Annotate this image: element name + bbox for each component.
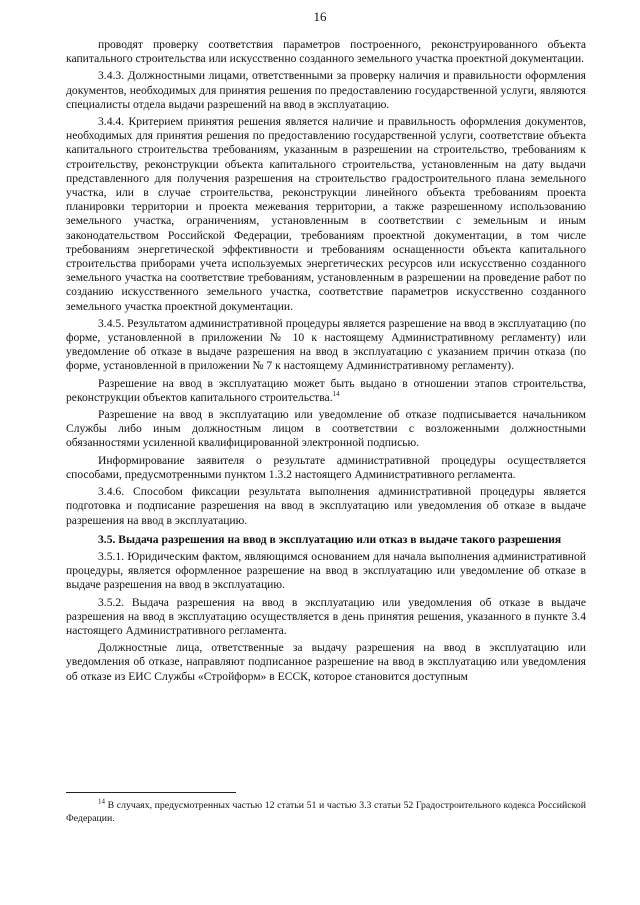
footnote-marker: 14 [98, 797, 105, 806]
page-number: 16 [313, 9, 327, 24]
paragraph-officials: Должностные лица, ответственные за выдачу разрешения на ввод в эксплуатацию или уведомления об отказе, направляют подписанное разрешение на ввод в эксплуатацию или уведомления об отказе из ЕИС Службы «Стройформ» в ЕССК, которое становится доступным [66, 641, 586, 683]
footnote-divider [66, 792, 236, 793]
paragraph-3-5-1: 3.5.1. Юридическим фактом, являющимся основанием для начала выполнения административной процедуры, является оформленное разрешение на ввод в эксплуатацию или уведомление об отказе в выдаче разрешения на ввод в эксплуатацию. [66, 549, 586, 592]
paragraph-stages: Разрешение на ввод в эксплуатацию может быть выдано в отношении этапов строительства, реконструкции объектов капитального строительства.$^{14}$ [66, 376, 586, 404]
paragraph-3-4-3: 3.4.3. Должностными лицами, ответственными за проверку наличия и правильности оформления документов, необходимых для принятия решения по предоставлению государственной услуги, являются специалисты отдела выдачи разрешений на ввод в эксплуатацию. [66, 69, 586, 111]
paragraph-3-5-2: 3.5.2. Выдача разрешения на ввод в эксплуатацию или уведомления об отказе в выдаче разрешения на ввод в эксплуатацию осуществляется в день принятия решения, указанного в пункте 3.4 настоящего Административного регламента. [66, 595, 586, 637]
paragraph-3-4-4: 3.4.4. Критерием принятия решения является наличие и правильность оформления документов, необходимых для принятия решения по предоставлению государственной услуги, соответствие объекта капитального строительства требованиям, указанным в разрешении на строительство, требованиям к строительству, реконструкции объекта капитального строительства, установленным на дату выдачи представленного для получения разрешения на строительство градостроительного плана земельного участка, или в случае строительства, реконструкции линейного объекта требованиям проекта планировки территории и проекта межевания территории, а также разрешенному использованию земельного участка, ограничениям, установленным в соответствии с земельным и иным законодательством Российской Федерации, требованиям проектной документации, в том числе требованиям энергетической эффективности и требованиям оснащенности объекта капитального строительства приборами учета используемых энергетических ресурсов или искусственно созданного земельного участка на соответствие требованиям, установленным в разрешении на проведение работ по созданию искусственного земельного участка, соответствие параметров искусственно созданного земельного участка проектной документации. [66, 115, 586, 313]
document-body [66, 38, 586, 687]
paragraph-signature: Разрешение на ввод в эксплуатацию или уведомление об отказе подписывается начальником Службы либо иным должностным лицом в соответствии с возложенными должностными обязанностями усиленной квалифицированной электронной подписью. [66, 408, 586, 450]
section-heading-3-5: 3.5. Выдача разрешения на ввод в эксплуатацию или отказ в выдаче такого разрешения [98, 532, 562, 546]
paragraph-3-4-5: 3.4.5. Результатом административной процедуры является разрешение на ввод в эксплуатацию (по форме, установленной в приложении № 10 к настоящему Административному регламенту) или уведомление об отказе в выдаче разрешения на ввод в эксплуатацию с указанием причин отказа (по форме, установленной в приложении № 7 к настоящему Административному регламенту). [66, 316, 586, 373]
footnote: $^{14}$ В случаях, предусмотренных частью 12 статьи 51 и частью 3.3 статьи 52 Градостроительного кодекса Российской Федерации. [66, 797, 586, 824]
paragraph-3-4-6: 3.4.6. Способом фиксации результата выполнения административной процедуры является подготовка и подписание разрешения на ввод в эксплуатацию или уведомления об отказе в выдаче разрешения на ввод в эксплуатацию. [66, 485, 586, 527]
footnote-ref: 14 [332, 390, 340, 399]
paragraph-informing: Информирование заявителя о результате административной процедуры осуществляется способами, предусмотренными пунктом 1.3.2 настоящего Административного регламента. [66, 453, 586, 481]
paragraph-1: проводят проверку соответствия параметров построенного, реконструированного объекта капитального строительства или искусственно созданного земельного участка проектной документации. [66, 38, 586, 66]
